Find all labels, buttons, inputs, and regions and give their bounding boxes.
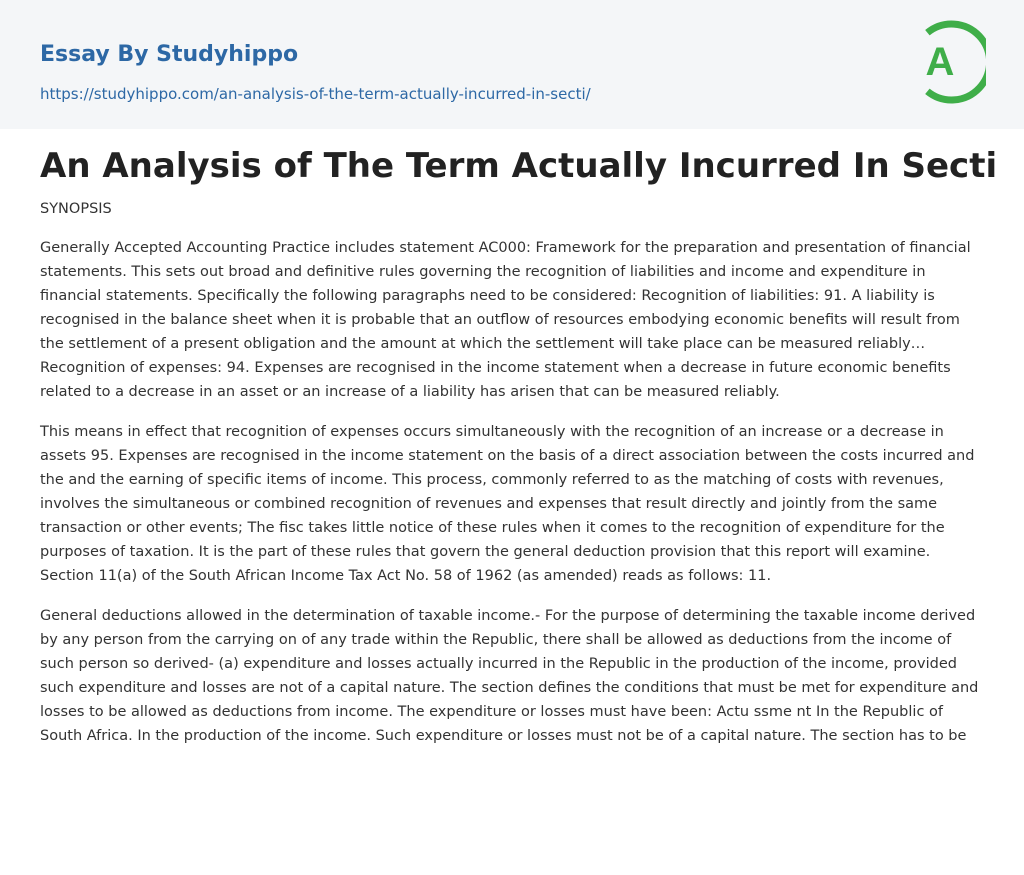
article-body [40, 236, 984, 764]
paragraph: General deductions allowed in the determination of taxable income.- For the purpose of determining the taxable income derived by any person from the carrying on of any trade within the Republic, there shall be allowed as deductions from the income of such person so derived- (a) expenditure and losses actually incurred in the Republic in the production of the income, provided such expenditure and losses are not of a capital nature. The section defines the conditions that must be met for expenditure and losses to be allowed as deductions from income. The expenditure or losses must have been: Actu ssme nt In the Republic of South Africa. In the production of the income. Such expenditure or losses must not be of a capital nature. The section has to be [40, 608, 979, 744]
source-url-link[interactable]: https://studyhippo.com/an-analysis-of-the-term-actually-incurred-in-secti/ [40, 85, 591, 103]
paragraph: Generally Accepted Accounting Practice includes statement AC000: Framework for the preparation and presentation of financial statements. This sets out broad and definitive rules governing the recognition of liabilities and income and expenditure in financial statements. Specifically the following paragraphs need to be considered: Recognition of liabilities: 91. A liability is recognised in the balance sheet when it is probable that an outflow of resources embodying economic benefits will result from the settlement of a present obligation and the amount at which the settlement will take place can be measured reliably… Recognition of expenses: 94. Expenses are recognised in the income statement when a decrease in future economic benefits related to a decrease in an asset or an increase of a liability has arisen that can be measured reliably. [40, 240, 971, 400]
site-header [0, 0, 1024, 129]
paragraph: This means in effect that recognition of expenses occurs simultaneously with the recognition of an increase or a decrease in assets 95. Expenses are recognised in the income statement on the basis of a direct association between the costs incurred and the and the earning of specific items of income. This process, commonly referred to as the matching of costs with revenues, involves the simultaneous or combined recognition of revenues and expenses that result directly and jointly from the same transaction or other events; The fisc takes little notice of these rules when it comes to the recognition of expenditure for the purposes of taxation. It is the part of these rules that govern the general deduction provision that this report will examine. Section 11(a) of the South African Income Tax Act No. 58 of 1962 (as amended) reads as follows: 11. [40, 424, 975, 584]
logo-letter: A [925, 40, 955, 84]
page-title: An Analysis of The Term Actually Incurred In Secti [40, 146, 998, 186]
site-brand[interactable]: Essay By Studyhippo [40, 42, 299, 67]
studyhippo-logo-icon[interactable] [914, 19, 986, 105]
section-label: SYNOPSIS [40, 201, 112, 217]
